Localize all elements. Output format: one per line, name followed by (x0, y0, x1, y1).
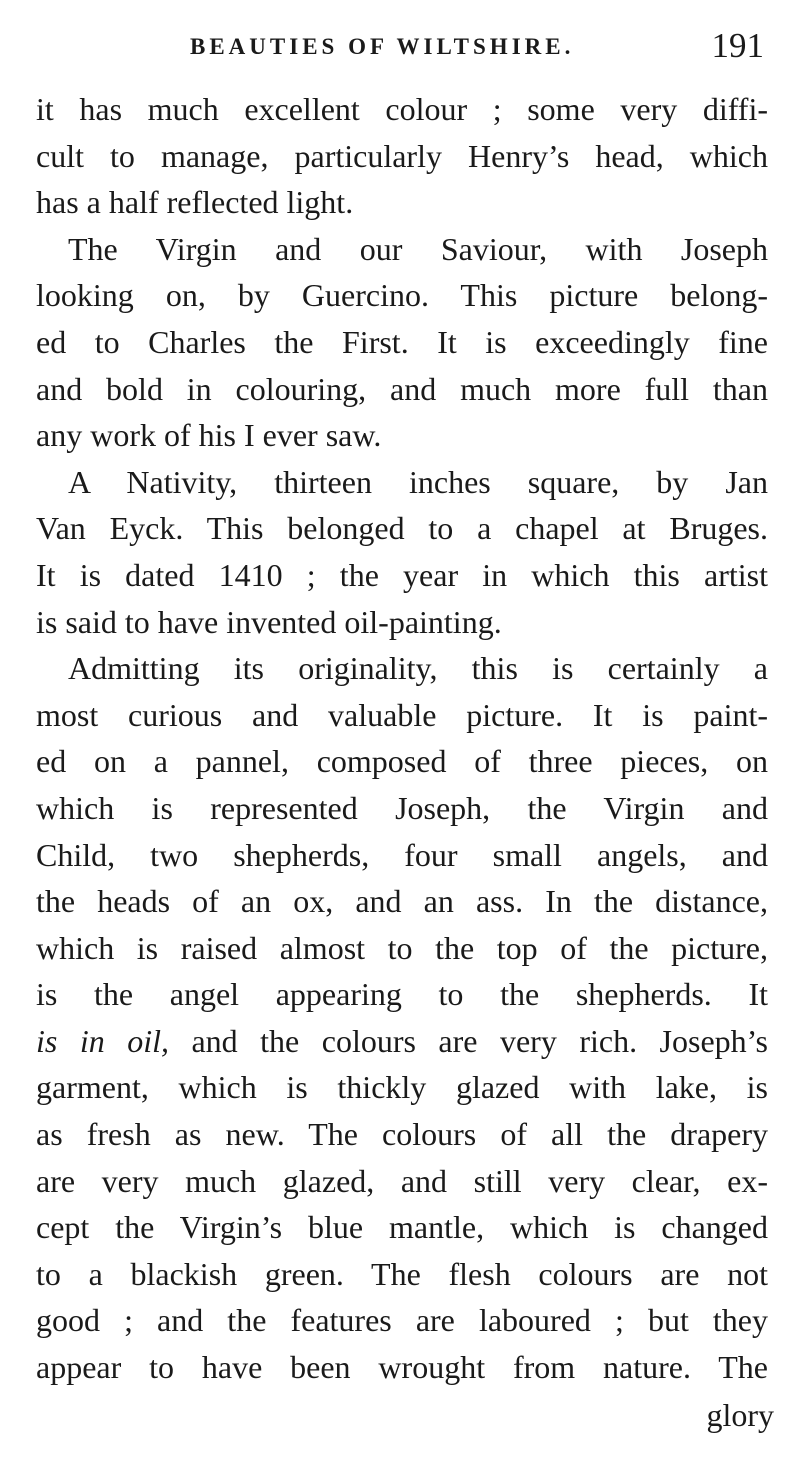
text-line: ed on a pannel, composed of three pieces, on (36, 743, 768, 780)
text-line: A Nativity, thirteen inches square, by Jan (68, 463, 768, 500)
line-rest: and the colours are very rich. Joseph’s (168, 1022, 768, 1059)
text-line: cult to manage, particularly Henry’s head, which (36, 137, 768, 174)
text-line: ed to Charles the First. It is exceedingly fine (36, 323, 768, 360)
page-number: 191 (711, 26, 764, 65)
text-line: as fresh as new. The colours of all the drapery (36, 1116, 768, 1153)
text-line: The Virgin and our Saviour, with Joseph (68, 230, 768, 267)
text-line: Van Eyck. This belonged to a chapel at Bruges. (36, 510, 768, 547)
body-text (36, 86, 768, 1391)
running-head (0, 26, 800, 76)
text-line (36, 1018, 768, 1065)
text-line: appear to have been wrought from nature. The (36, 1349, 768, 1386)
text-line: any work of his I ever saw. (36, 417, 382, 454)
text-line: and bold in colouring, and much more full than (36, 370, 768, 407)
text-line: is the angel appearing to the shepherds. It (36, 976, 768, 1013)
text-line: has a half reflected light. (36, 184, 354, 221)
text-line: it has much excellent colour ; some very diffi- (36, 91, 768, 127)
running-title: BEAUTIES OF WILTSHIRE. (190, 34, 575, 59)
text-line: Admitting its originality, this is certainly a (68, 650, 768, 687)
catchword: glory (706, 1397, 774, 1433)
text-line: Child, two shepherds, four small angels, and (36, 836, 768, 873)
text-line: which is raised almost to the top of the picture, (36, 929, 768, 966)
text-line: are very much glazed, and still very clear, ex- (36, 1162, 768, 1199)
text-line: the heads of an ox, and an ass. In the distance, (36, 883, 768, 920)
text-line: looking on, by Guercino. This picture belong- (36, 277, 768, 314)
text-line: good ; and the features are laboured ; but they (36, 1302, 768, 1339)
text-line: It is dated 1410 ; the year in which this artist (36, 556, 768, 593)
text-line: cept the Virgin’s blue mantle, which is changed (36, 1209, 768, 1246)
italic-phrase: is in oil, (36, 1022, 169, 1059)
text-line: to a blackish green. The flesh colours are not (36, 1255, 768, 1292)
text-line: most curious and valuable picture. It is paint- (36, 696, 768, 733)
text-line: which is represented Joseph, the Virgin and (36, 789, 768, 826)
text-line: garment, which is thickly glazed with lake, is (36, 1069, 768, 1106)
text-line: is said to have invented oil-painting. (36, 603, 502, 640)
